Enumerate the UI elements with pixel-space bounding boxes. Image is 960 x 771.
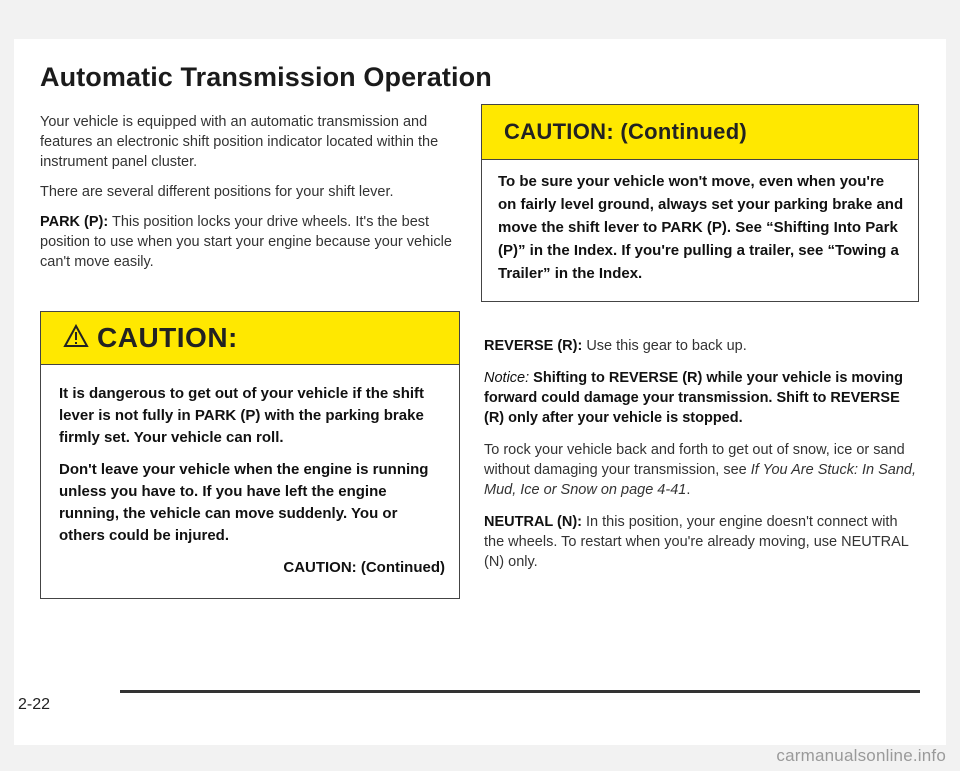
notice-label: Notice: (484, 370, 530, 386)
caution-body-right (482, 160, 918, 285)
caution-label-right: CAUTION: (Continued) (504, 119, 748, 144)
caution-left-para2: Don't leave your vehicle when the engine is running unless you have to. If you have left the engine running, the vehicle can move suddenly. You or others could be injured. (59, 461, 429, 544)
rock-end: . (686, 482, 691, 498)
notice-text: Shifting to REVERSE (R) while your vehicle is moving forward could damage your transmission. Shift to REVERSE (R) only after your vehicle is stopped. (484, 370, 903, 426)
caution-body-left (41, 365, 459, 579)
left-column (40, 112, 468, 272)
page-title: Automatic Transmission Operation (40, 62, 492, 92)
caution-header-right (482, 105, 918, 160)
rock-reference-link[interactable]: If You Are Stuck: In Sand, Mud, Ice or Snow on page 4-41 (484, 462, 917, 498)
reverse-paragraph (484, 336, 920, 356)
warning-triangle-icon (63, 324, 89, 353)
caution-left-para1: It is dangerous to get out of your vehicle if the shift lever is not fully in PARK (P) with the parking brake firmly set. Your vehicle can roll. (59, 385, 425, 446)
caution-continued-label: CAUTION: (Continued) (283, 559, 445, 576)
caution-label-left: CAUTION: (97, 322, 238, 353)
caution-header-left (41, 312, 459, 365)
rock-text: To rock your vehicle back and forth to get out of snow, ice or sand without damaging your transmission, see (484, 442, 905, 478)
park-text: This position locks your drive wheels. It's the best position to use when you start your engine because your vehicle can't move easily. (40, 214, 452, 270)
caution-box-left (40, 311, 460, 599)
notice-paragraph (484, 368, 920, 428)
park-term: PARK (P): (40, 214, 109, 230)
park-paragraph (40, 212, 468, 272)
neutral-term: NEUTRAL (N): (484, 514, 582, 530)
caution-right-text: To be sure your vehicle won't move, even when you're on fairly level ground, always set your parking brake and move the shift lever to PARK (P). See “Shifting Into Park (P)” in the Index. If you're pulling a trailer, see “Towing a Trailer” in the Index. (498, 173, 904, 282)
intro-paragraph: Your vehicle is equipped with an automatic transmission and features an electronic shift position indicator located within the instrument panel cluster. (40, 114, 439, 170)
caution-box-right (481, 104, 919, 302)
footer-rule (120, 690, 920, 693)
page-number: 2-22 (18, 696, 51, 713)
watermark: carmanualsonline.info (776, 746, 946, 765)
rock-paragraph (484, 440, 920, 500)
reverse-text: Use this gear to back up. (586, 338, 747, 354)
neutral-paragraph (484, 512, 920, 572)
positions-paragraph: There are several different positions for your shift lever. (40, 184, 394, 200)
neutral-text: In this position, your engine doesn't connect with the wheels. To restart when you're already moving, use NEUTRAL (N) only. (484, 514, 909, 570)
right-column (484, 336, 920, 572)
reverse-term: REVERSE (R): (484, 338, 583, 354)
